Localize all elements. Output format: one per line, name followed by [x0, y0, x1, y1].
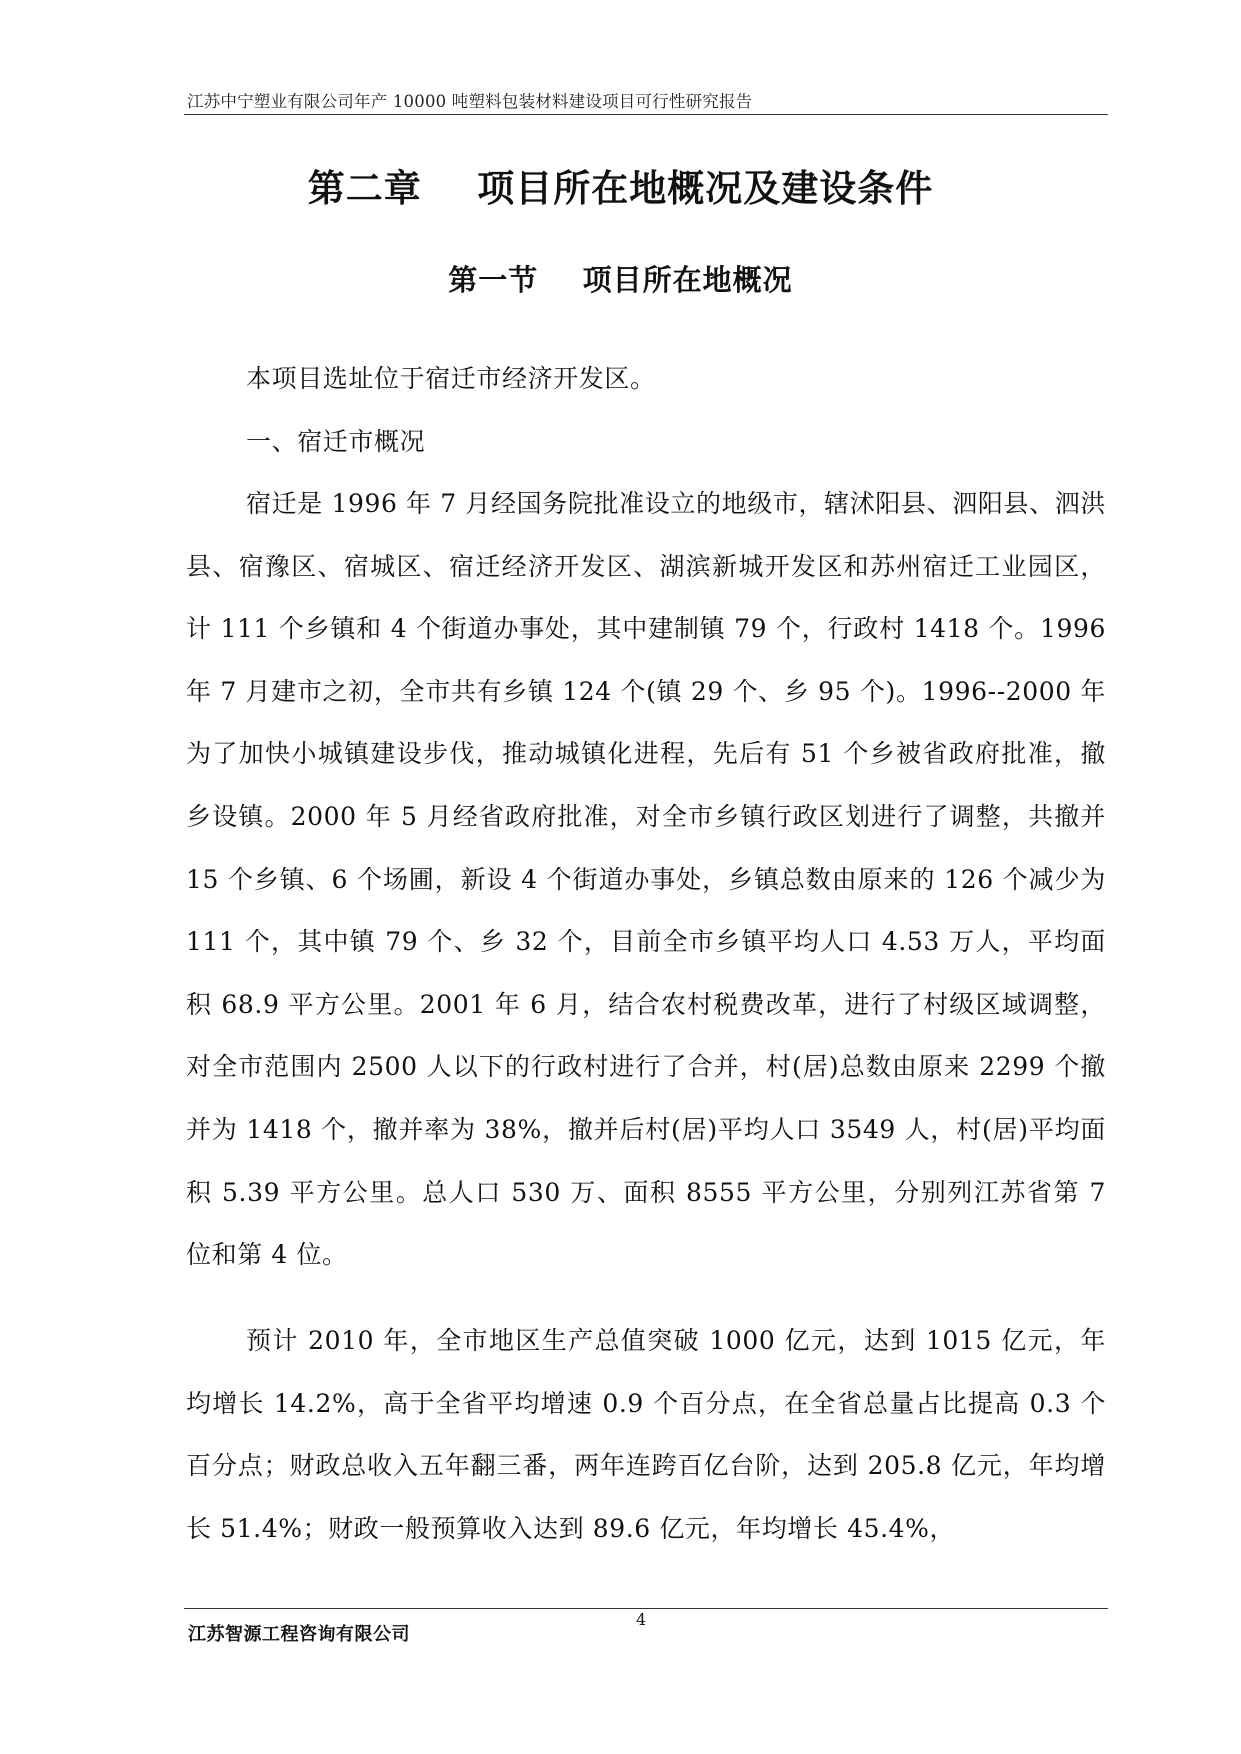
section-title: 第一节 项目所在地概况 — [448, 263, 793, 297]
subsection-heading: 一、宿迁市概况 — [246, 427, 426, 456]
footer-company-name: 江苏智源工程咨询有限公司 — [188, 1624, 410, 1645]
footer-divider — [184, 1608, 1108, 1609]
page-number: 4 — [636, 1610, 647, 1629]
header-divider — [184, 114, 1108, 115]
chapter-title: 第二章 项目所在地概况及建设条件 — [307, 167, 934, 210]
intro-paragraph: 本项目选址位于宿迁市经济开发区。 — [246, 364, 656, 393]
forecast-2010-paragraph: 预计 2010 年，全市地区生产总值突破 1000 亿元，达到 1015 亿元，年均增长 14.2%，高于全省平均增速 0.9 个百分点，在全省总量占比提高 0.3 个百分点；财政总收入五年翻三番，两年连跨百亿台阶，达到 205.8 亿元，年均增长 51.4%；财政一般预算收入达到 89.6 亿元，年均增长 45.4%， — [186, 1326, 1106, 1543]
report-header-title: 江苏中宁塑业有限公司年产 10000 吨塑料包装材料建设项目可行性研究报告 — [187, 92, 753, 111]
suqian-overview-paragraph: 宿迁是 1996 年 7 月经国务院批准设立的地级市，辖沭阳县、泗阳县、泗洪县、宿豫区、宿城区、宿迁经济开发区、湖滨新城开发区和苏州宿迁工业园区，计 111 个乡镇和 4 个街道办事处，其中建制镇 79 个，行政村 1418 个。1996 年 7 月建市之初，全市共有乡镇 124 个(镇 29 个、乡 95 个)。1996--2000 年为了加快小城镇建设步伐，推动城镇化进程，先后有 51 个乡被省政府批准，撤乡设镇。2000 年 5 月经省政府批准，对全市乡镇行政区划进行了调整，共撤并 15 个乡镇、6 个场圃，新设 4 个街道办事处，乡镇总数由原来的 126 个减少为 111 个，其中镇 79 个、乡 32 个，目前全市乡镇平均人口 4.53 万人，平均面积 68.9 平方公里。2001 年 6 月，结合农村税费改革，进行了村级区域调整，对全市范围内 2500 人以下的行政村进行了合并，村(居)总数由原来 2299 个撤并为 1418 个，撤并率为 38%，撤并后村(居)平均人口 3549 人，村(居)平均面积 5.39 平方公里。总人口 530 万、面积 8555 平方公里，分别列江苏省第 7 位和第 4 位。 — [186, 489, 1106, 1270]
